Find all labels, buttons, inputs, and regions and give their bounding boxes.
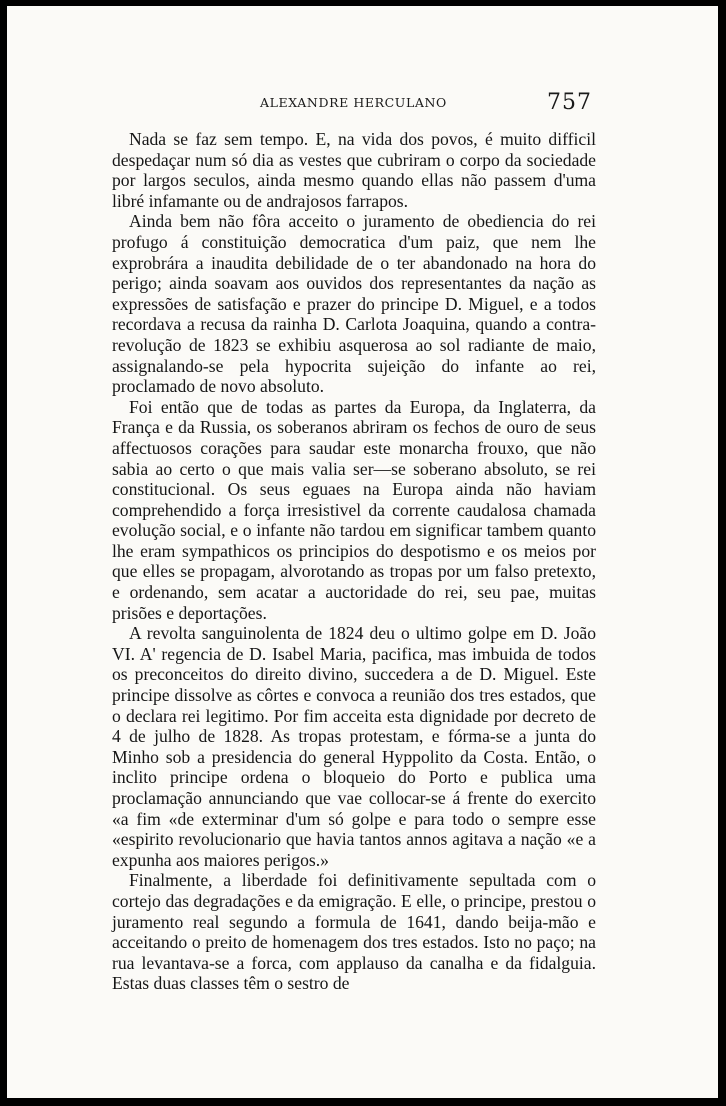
paragraph: Finalmente, a liberdade foi definitivamente sepultada com o cortejo das degradações e da emigração. E elle, o principe, prestou o juramento real segundo a formula de 1641, dando beija-mão e acceitando o preito de homenagem dos tres estados. Isto no paço; na rua levantava-se a forca, com applauso da canalha e da fidalguia. Estas duas classes têm o sestro de	[112, 870, 596, 994]
book-page	[7, 6, 718, 1098]
page-number: 757	[547, 90, 592, 115]
running-title: ALEXANDRE HERCULANO	[260, 95, 447, 110]
body-text	[112, 129, 596, 994]
paragraph: Ainda bem não fôra acceito o juramento de obediencia do rei profugo á constituição democratica d'um paiz, que nem lhe exprobrára a inaudita debilidade de o ter abandonado na hora do perigo; ainda soavam aos ouvidos dos representantes da nação as expressões de satisfação e prazer do principe D. Miguel, e a todos recordava a recusa da rainha D. Carlota Joaquina, quando a contra-revolução de 1823 se exhibiu asquerosa ao sol radiante de maio, assignalando-se pela hypocrita sujeição do infante ao rei, proclamado de novo absoluto.	[112, 211, 596, 397]
paragraph: Nada se faz sem tempo. E, na vida dos povos, é muito difficil despedaçar num só dia as vestes que cubriram o corpo da sociedade por largos seculos, ainda mesmo quando ellas não passem d'uma libré infamante ou de andrajosos farrapos.	[112, 129, 596, 211]
paragraph: A revolta sanguinolenta de 1824 deu o ultimo golpe em D. João VI. A' regencia de D. Isabel Maria, pacifica, mas imbuida de todos os preconceitos do direito divino, succedera a de D. Miguel. Este principe dissolve as côrtes e convoca a reunião dos tres estados, que o declara rei legitimo. Por fim acceita esta dignidade por decreto de 4 de julho de 1828. As tropas protestam, e fórma-se a junta do Minho sob a presidencia do general Hyppolito da Costa. Então, o inclito principe ordena o bloqueio do Porto e publica uma proclamação annunciando que vae collocar-se á frente do exercito «a fim «de exterminar d'um só golpe e para todo o sempre esse «espirito revolucionario que havia tantos annos agitava a nação «e a expunha aos maiores perigos.»	[112, 623, 596, 870]
paragraph: Foi então que de todas as partes da Europa, da Inglaterra, da França e da Russia, os soberanos abriram os fechos de ouro de seus affectuosos corações para saudar este monarcha frouxo, que não sabia ao certo o que mais valia ser—se soberano absoluto, se rei constitucional. Os seus eguaes na Europa ainda não haviam comprehendido a força irresistivel da corrente caudalosa chamada evolução social, e o infante não tardou em significar tambem quanto lhe eram sympathicos os principios do despotismo e os meios por que elles se propagam, alvorotando as tropas por um falso pretexto, e ordenando, sem acatar a auctoridade do rei, seu pae, muitas prisões e deportações.	[112, 396, 596, 623]
page-header	[7, 90, 718, 120]
